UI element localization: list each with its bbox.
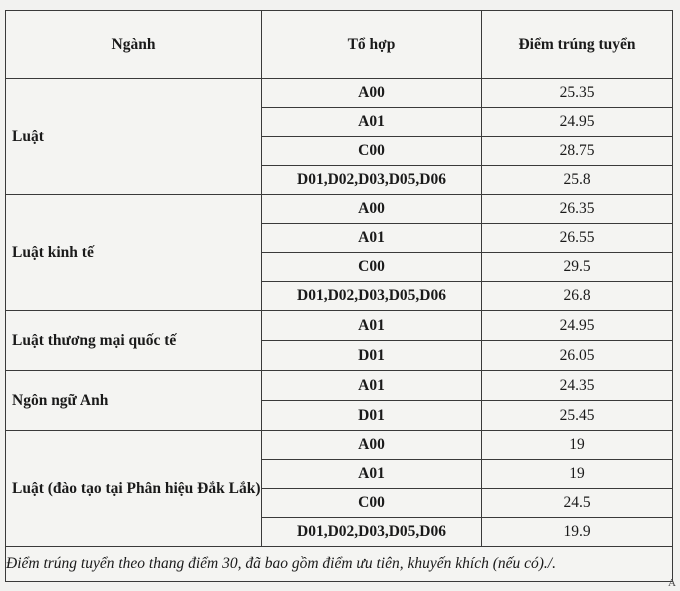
score-cell: 25.8 — [482, 166, 673, 195]
table-row — [6, 195, 673, 224]
score-cell: 25.35 — [482, 79, 673, 108]
footnote: Điểm trúng tuyển theo thang điểm 30, đã bao gồm điểm ưu tiên, khuyến khích (nếu có)./. — [6, 547, 673, 582]
score-cell: 26.55 — [482, 224, 673, 253]
combination-cell: A00 — [262, 195, 482, 224]
combination-cell: A01 — [262, 311, 482, 341]
score-cell: 26.35 — [482, 195, 673, 224]
major-name: Luật (đào tạo tại Phân hiệu Đắk Lắk) — [6, 431, 262, 547]
score-cell: 24.5 — [482, 489, 673, 518]
table-header-row — [6, 11, 673, 79]
score-cell: 24.95 — [482, 311, 673, 341]
corner-mark: A — [668, 577, 676, 589]
combination-cell: A01 — [262, 371, 482, 401]
score-cell: 24.35 — [482, 371, 673, 401]
footnote-row — [6, 547, 673, 582]
header-major: Ngành — [6, 11, 262, 79]
score-cell: 24.95 — [482, 108, 673, 137]
major-name: Ngôn ngữ Anh — [6, 371, 262, 431]
combination-cell: A01 — [262, 224, 482, 253]
combination-cell: C00 — [262, 489, 482, 518]
major-name: Luật thương mại quốc tế — [6, 311, 262, 371]
score-cell: 25.45 — [482, 401, 673, 431]
table-body — [6, 79, 673, 547]
combination-cell: A01 — [262, 108, 482, 137]
combination-cell: D01,D02,D03,D05,D06 — [262, 166, 482, 195]
major-name: Luật — [6, 79, 262, 195]
combination-cell: A00 — [262, 431, 482, 460]
score-cell: 29.5 — [482, 253, 673, 282]
major-name: Luật kinh tế — [6, 195, 262, 311]
admission-scores-table — [5, 10, 673, 582]
score-cell: 26.8 — [482, 282, 673, 311]
header-score: Điểm trúng tuyển — [482, 11, 673, 79]
header-combination: Tổ hợp — [262, 11, 482, 79]
table-row — [6, 311, 673, 341]
table-row — [6, 371, 673, 401]
combination-cell: A01 — [262, 460, 482, 489]
score-cell: 26.05 — [482, 341, 673, 371]
table-row — [6, 79, 673, 108]
score-cell: 19.9 — [482, 518, 673, 547]
combination-cell: D01 — [262, 401, 482, 431]
combination-cell: C00 — [262, 253, 482, 282]
table-row — [6, 431, 673, 460]
combination-cell: D01,D02,D03,D05,D06 — [262, 518, 482, 547]
combination-cell: D01 — [262, 341, 482, 371]
score-cell: 19 — [482, 460, 673, 489]
score-cell: 28.75 — [482, 137, 673, 166]
combination-cell: D01,D02,D03,D05,D06 — [262, 282, 482, 311]
combination-cell: A00 — [262, 79, 482, 108]
combination-cell: C00 — [262, 137, 482, 166]
score-cell: 19 — [482, 431, 673, 460]
